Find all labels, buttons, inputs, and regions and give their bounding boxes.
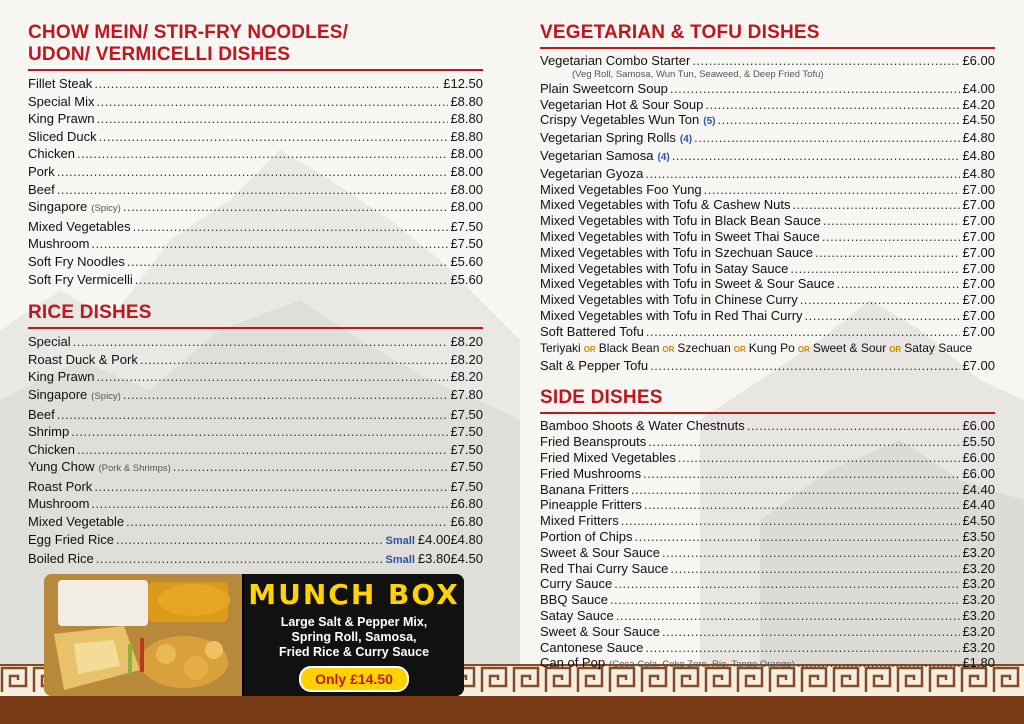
menu-item bbox=[28, 181, 483, 199]
dot-leader bbox=[96, 110, 448, 128]
item-note: (Coca-Cola, Coke Zero, Rio, Tango Orange) bbox=[609, 659, 795, 671]
dot-leader bbox=[705, 97, 960, 113]
rice-title: RICE DISHES bbox=[28, 302, 152, 324]
dot-leader bbox=[645, 640, 960, 656]
item-note: (Pork & Shrimps) bbox=[98, 463, 171, 475]
dot-leader bbox=[96, 368, 448, 386]
menu-item bbox=[540, 513, 995, 529]
item-name: Mixed Vegetables bbox=[28, 218, 131, 234]
item-price: £6.00 bbox=[962, 465, 995, 481]
item-name: Mixed Vegetables with Tofu in Szechuan Sauce bbox=[540, 244, 813, 260]
menu-item-soft-battered-tofu: Soft Battered Tofu ..... £7.00 bbox=[540, 324, 995, 340]
menu-item bbox=[28, 441, 483, 459]
dot-leader bbox=[790, 261, 960, 277]
dot-leader bbox=[662, 624, 960, 640]
item-price: £3.20 bbox=[962, 623, 995, 639]
menu-item bbox=[540, 450, 995, 466]
item-price: £4.50 bbox=[962, 112, 995, 128]
item-name: Beef bbox=[28, 181, 55, 197]
item-name: Chicken bbox=[28, 146, 75, 162]
menu-item bbox=[540, 261, 995, 277]
menu-item bbox=[540, 418, 995, 434]
dot-leader bbox=[94, 478, 448, 496]
menu-item bbox=[540, 112, 995, 130]
dot-leader bbox=[823, 213, 961, 229]
chowmein-title-line1: CHOW MEIN/ STIR-FRY NOODLES/ bbox=[28, 22, 349, 43]
item-name: Mixed Fritters bbox=[540, 513, 619, 529]
item-price: £7.00 bbox=[962, 181, 995, 197]
menu-item bbox=[540, 166, 995, 182]
dot-leader bbox=[126, 513, 448, 531]
or-separator: OR bbox=[889, 344, 902, 354]
dot-leader bbox=[71, 423, 448, 441]
sauce-option: Szechuan bbox=[677, 340, 731, 355]
item-price: £3.20 bbox=[962, 544, 995, 560]
item-name: BBQ Sauce bbox=[540, 592, 608, 608]
item-price: £6.00 bbox=[962, 449, 995, 465]
item-name: Mixed Vegetables with Tofu in Sweet & Sour Sauce bbox=[540, 276, 835, 292]
item-price: £7.00 bbox=[962, 260, 995, 276]
item-price: £7.00 bbox=[962, 197, 995, 213]
menu-item bbox=[540, 529, 995, 545]
dot-leader bbox=[135, 271, 449, 289]
menu-item bbox=[28, 93, 483, 111]
item-price: £4.80 bbox=[962, 165, 995, 181]
menu-item bbox=[28, 163, 483, 181]
munch-box-promo bbox=[44, 574, 464, 696]
dot-leader bbox=[805, 308, 961, 324]
dot-leader bbox=[670, 561, 960, 577]
dot-leader bbox=[173, 458, 449, 476]
menu-item bbox=[540, 308, 995, 324]
dot-leader bbox=[793, 197, 961, 213]
dot-leader bbox=[797, 655, 961, 671]
dot-leader bbox=[94, 75, 441, 93]
item-price: £7.80 bbox=[450, 386, 483, 402]
item-price: £7.00 bbox=[962, 244, 995, 260]
menu-item bbox=[540, 624, 995, 640]
section-divider bbox=[28, 69, 483, 71]
menu-item bbox=[540, 434, 995, 450]
menu-item bbox=[540, 276, 995, 292]
dot-leader bbox=[694, 130, 960, 146]
item-price: £7.50 bbox=[450, 424, 483, 440]
item-price: £12.50 bbox=[443, 76, 483, 91]
item-name: Crispy Vegetables Wun Ton bbox=[540, 112, 700, 128]
dot-leader bbox=[621, 513, 961, 529]
menu-item bbox=[540, 81, 995, 97]
item-note: (Spicy) bbox=[91, 203, 121, 215]
menu-item-egg-fried-rice: Egg Fried Rice ..... Small £4.00 £4.80 bbox=[28, 531, 483, 551]
menu-item bbox=[28, 128, 483, 146]
munch-box-text bbox=[244, 574, 464, 696]
dot-leader bbox=[610, 592, 961, 608]
item-name: King Prawn bbox=[28, 111, 95, 127]
dot-leader bbox=[672, 148, 961, 164]
item-name: Portion of Chips bbox=[540, 528, 633, 544]
item-name: Fried Mixed Vegetables bbox=[540, 449, 676, 465]
item-price: £3.20 bbox=[962, 639, 995, 655]
or-separator: OR bbox=[583, 344, 596, 354]
item-price: £4.40 bbox=[962, 497, 995, 513]
item-name: Cantonese Sauce bbox=[540, 639, 644, 655]
item-price: £6.00 bbox=[962, 418, 995, 434]
item-name: Vegetarian Spring Rolls bbox=[540, 130, 676, 146]
dot-leader bbox=[73, 333, 449, 351]
munch-box-line3: Fried Rice & Curry Sauce bbox=[278, 645, 430, 659]
dot-leader bbox=[77, 441, 448, 459]
menu-item bbox=[540, 592, 995, 608]
item-price: £3.20 bbox=[962, 560, 995, 576]
dot-leader bbox=[837, 276, 961, 292]
item-name: Mushroom bbox=[28, 236, 90, 252]
item-name: Soft Fry Vermicelli bbox=[28, 271, 133, 287]
menu-item bbox=[28, 198, 483, 218]
item-name: Banana Fritters bbox=[540, 481, 629, 497]
item-name: Sweet & Sour Sauce bbox=[540, 623, 660, 639]
rice-list bbox=[28, 333, 483, 531]
dot-leader bbox=[140, 351, 449, 369]
menu-item bbox=[540, 545, 995, 561]
section-divider bbox=[28, 327, 483, 329]
menu-item bbox=[28, 333, 483, 351]
item-name: Yung Chow bbox=[28, 459, 95, 475]
chowmein-title-line2: UDON/ VERMICELLI DISHES bbox=[28, 44, 291, 65]
menu-item bbox=[540, 97, 995, 113]
vegetarian-list bbox=[540, 81, 995, 324]
menu-item bbox=[28, 478, 483, 496]
item-price: £3.20 bbox=[962, 576, 995, 592]
menu-item bbox=[540, 148, 995, 166]
chowmein-list bbox=[28, 75, 483, 288]
item-name: Mixed Vegetables with Tofu in Sweet Thai Sauce bbox=[540, 228, 820, 244]
menu-item bbox=[540, 182, 995, 198]
item-price: £8.00 bbox=[450, 199, 483, 215]
item-quantity: (4) bbox=[679, 134, 693, 146]
item-name: Sliced Duck bbox=[28, 128, 97, 144]
item-name: Bamboo Shoots & Water Chestnuts bbox=[540, 418, 745, 434]
dot-leader bbox=[678, 450, 961, 466]
dot-leader bbox=[91, 235, 448, 253]
item-name: Sweet & Sour Sauce bbox=[540, 544, 660, 560]
tofu-sauce-options bbox=[540, 340, 995, 358]
menu-item bbox=[540, 466, 995, 482]
left-column bbox=[28, 22, 483, 570]
item-quantity: (5) bbox=[703, 116, 716, 128]
item-price: £7.50 bbox=[450, 478, 483, 494]
item-price: £7.00 bbox=[962, 307, 995, 323]
dot-leader bbox=[815, 245, 961, 261]
menu-item bbox=[540, 655, 995, 673]
menu-item bbox=[540, 576, 995, 592]
item-price: £7.50 bbox=[450, 459, 483, 475]
dot-leader bbox=[616, 608, 961, 624]
dot-leader bbox=[747, 418, 961, 434]
menu-item bbox=[28, 406, 483, 424]
item-price: £6.80 bbox=[450, 496, 483, 512]
item-note: (Spicy) bbox=[91, 390, 121, 402]
menu-item-veg-combo: Vegetarian Combo Starter ..... £6.00 bbox=[540, 53, 995, 69]
dot-leader bbox=[670, 81, 961, 97]
or-separator: OR bbox=[733, 344, 746, 354]
item-price: £1.80 bbox=[962, 655, 995, 671]
food-photo bbox=[44, 574, 242, 696]
item-name: Mixed Vegetables Foo Yung bbox=[540, 181, 702, 197]
item-name: Roast Pork bbox=[28, 478, 93, 494]
item-name: King Prawn bbox=[28, 369, 95, 385]
dot-leader bbox=[704, 182, 961, 198]
bottom-bar bbox=[0, 696, 1024, 724]
dot-leader bbox=[91, 495, 448, 513]
dot-leader bbox=[648, 434, 960, 450]
dot-leader bbox=[77, 145, 448, 163]
dot-leader bbox=[57, 163, 449, 181]
item-price: £7.00 bbox=[962, 276, 995, 292]
item-price: £7.50 bbox=[450, 218, 483, 234]
dot-leader bbox=[631, 482, 961, 498]
item-price: £6.80 bbox=[450, 514, 483, 530]
item-name: Pineapple Fritters bbox=[540, 497, 642, 513]
item-price: £3.20 bbox=[962, 607, 995, 623]
item-price: £4.00 bbox=[962, 80, 995, 96]
side-list bbox=[540, 418, 995, 673]
menu-item bbox=[28, 218, 483, 236]
munch-box-title: MUNCH BOX bbox=[248, 578, 460, 611]
dot-leader bbox=[133, 218, 449, 236]
combo-note: (Veg Roll, Samosa, Wun Tun, Seaweed, & Deep Fried Tofu) bbox=[572, 68, 824, 80]
menu-item bbox=[540, 130, 995, 148]
menu-item bbox=[28, 110, 483, 128]
menu-item-boiled-rice: Boiled Rice ..... Small £3.80 £4.50 bbox=[28, 550, 483, 570]
item-price: £8.20 bbox=[450, 334, 483, 350]
item-name: Soft Fry Noodles bbox=[28, 253, 125, 269]
dot-leader bbox=[643, 466, 960, 482]
item-name: Fried Beansprouts bbox=[540, 434, 647, 450]
item-price: £7.00 bbox=[962, 228, 995, 244]
item-name: Fillet Steak bbox=[28, 76, 93, 91]
item-name: Special bbox=[28, 334, 71, 350]
menu-item bbox=[28, 513, 483, 531]
menu-item bbox=[28, 495, 483, 513]
right-column bbox=[540, 22, 995, 673]
sauce-option: Kung Po bbox=[748, 340, 795, 355]
item-price: £7.50 bbox=[450, 236, 483, 252]
item-price: £8.00 bbox=[450, 181, 483, 197]
item-name: Mixed Vegetables with Tofu in Satay Sauce bbox=[540, 260, 789, 276]
munch-box-price: Only £14.50 bbox=[299, 666, 409, 692]
dot-leader bbox=[99, 128, 449, 146]
item-name: Special Mix bbox=[28, 93, 95, 109]
item-name: Mixed Vegetables with Tofu in Red Thai Curry bbox=[540, 307, 803, 323]
item-price: £3.20 bbox=[962, 592, 995, 608]
dot-leader bbox=[635, 529, 961, 545]
menu-item bbox=[540, 497, 995, 513]
item-price: £8.00 bbox=[450, 163, 483, 179]
item-price: £5.50 bbox=[962, 434, 995, 450]
item-name: Plain Sweetcorn Soup bbox=[540, 80, 668, 96]
item-price: £4.80 bbox=[962, 147, 995, 163]
item-name: Beef bbox=[28, 406, 55, 422]
item-name: Chicken bbox=[28, 441, 75, 457]
dot-leader bbox=[127, 253, 449, 271]
item-name: Curry Sauce bbox=[540, 576, 613, 592]
sauce-option: Sweet & Sour bbox=[812, 340, 887, 355]
item-name: Can of Pop bbox=[540, 655, 606, 671]
dot-leader bbox=[614, 576, 960, 592]
menu-item bbox=[540, 608, 995, 624]
item-price: £4.80 bbox=[962, 130, 995, 146]
menu-item bbox=[540, 229, 995, 245]
dot-leader bbox=[662, 545, 960, 561]
menu-item bbox=[540, 640, 995, 656]
menu-item bbox=[540, 292, 995, 308]
item-price: £8.00 bbox=[450, 146, 483, 162]
item-price: £5.60 bbox=[450, 253, 483, 269]
menu-item bbox=[540, 482, 995, 498]
munch-box-line1: Large Salt & Pepper Mix, bbox=[280, 615, 428, 629]
dot-leader bbox=[800, 292, 961, 308]
item-price: £5.60 bbox=[450, 271, 483, 287]
item-name: Vegetarian Gyoza bbox=[540, 165, 644, 181]
item-name: Mixed Vegetables with Tofu & Cashew Nuts bbox=[540, 197, 791, 213]
menu-item bbox=[540, 213, 995, 229]
menu-item bbox=[28, 271, 483, 289]
dot-leader bbox=[123, 386, 449, 404]
menu-item bbox=[28, 458, 483, 478]
item-price: £3.50 bbox=[962, 528, 995, 544]
menu-item bbox=[28, 235, 483, 253]
item-price: £4.50 bbox=[962, 513, 995, 529]
item-name: Satay Sauce bbox=[540, 607, 614, 623]
dot-leader bbox=[717, 112, 960, 128]
item-price: £8.80 bbox=[450, 93, 483, 109]
item-price: £7.00 bbox=[962, 213, 995, 229]
sauce-option: Satay Sauce bbox=[904, 340, 973, 355]
side-title: SIDE DISHES bbox=[540, 387, 663, 409]
item-name: Vegetarian Samosa bbox=[540, 147, 654, 163]
item-name: Shrimp bbox=[28, 424, 70, 440]
item-quantity: (4) bbox=[657, 151, 670, 163]
item-price: £8.20 bbox=[450, 351, 483, 367]
menu-item bbox=[28, 253, 483, 271]
item-name: Mixed Vegetables with Tofu in Chinese Curry bbox=[540, 292, 798, 308]
item-name: Red Thai Curry Sauce bbox=[540, 560, 669, 576]
menu-item bbox=[28, 75, 483, 93]
item-price: £8.20 bbox=[450, 369, 483, 385]
menu-item bbox=[28, 386, 483, 406]
item-name: Pork bbox=[28, 163, 55, 179]
item-price: £7.50 bbox=[450, 406, 483, 422]
item-name: Singapore bbox=[28, 199, 88, 215]
menu-item bbox=[28, 368, 483, 386]
dot-leader bbox=[57, 181, 449, 199]
sauce-option: Teriyaki bbox=[540, 340, 581, 355]
item-name: Mixed Vegetable bbox=[28, 514, 125, 530]
menu-item bbox=[28, 423, 483, 441]
munch-box-line2: Spring Roll, Samosa, bbox=[291, 630, 417, 644]
item-price: £8.80 bbox=[450, 128, 483, 144]
menu-item-salt-pepper-tofu: Salt & Pepper Tofu ..... £7.00 bbox=[540, 358, 995, 374]
dot-leader bbox=[645, 166, 960, 182]
vegetarian-title: VEGETARIAN & TOFU DISHES bbox=[540, 22, 820, 43]
item-name: Vegetarian Hot & Sour Soup bbox=[540, 96, 704, 112]
sauce-option: Black Bean bbox=[598, 340, 660, 355]
item-price: £7.50 bbox=[450, 441, 483, 457]
section-divider bbox=[540, 412, 995, 414]
menu-item bbox=[540, 245, 995, 261]
dot-leader bbox=[123, 198, 449, 216]
or-separator: OR bbox=[797, 344, 810, 354]
item-price: £4.20 bbox=[962, 96, 995, 112]
menu-item bbox=[540, 561, 995, 577]
dot-leader bbox=[57, 406, 449, 424]
menu-item bbox=[28, 351, 483, 369]
item-name: Mushroom bbox=[28, 496, 90, 512]
dot-leader bbox=[96, 93, 448, 111]
item-price: £7.00 bbox=[962, 292, 995, 308]
menu-item bbox=[28, 145, 483, 163]
dot-leader bbox=[644, 497, 961, 513]
dot-leader bbox=[822, 229, 961, 245]
item-name: Roast Duck & Pork bbox=[28, 351, 138, 367]
item-name: Fried Mushrooms bbox=[540, 465, 642, 481]
menu-item bbox=[540, 197, 995, 213]
item-price: £4.40 bbox=[962, 481, 995, 497]
or-separator: OR bbox=[662, 344, 675, 354]
item-name: Mixed Vegetables with Tofu in Black Bean Sauce bbox=[540, 213, 821, 229]
item-name: Singapore bbox=[28, 386, 88, 402]
section-divider bbox=[540, 47, 995, 49]
item-price: £8.80 bbox=[450, 111, 483, 127]
